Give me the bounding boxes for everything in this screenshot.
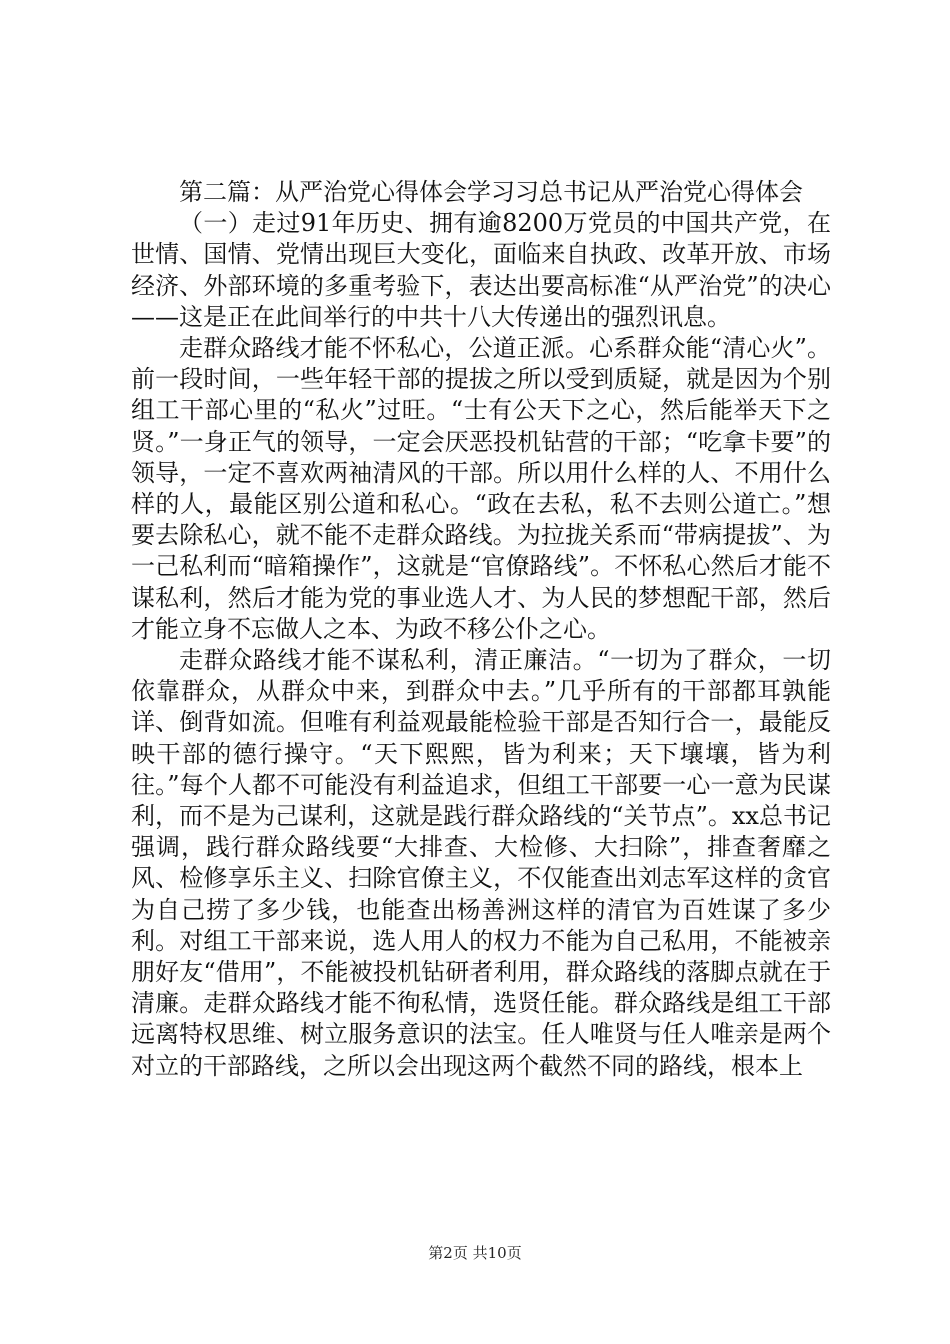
- page-footer: 第2页 共10页: [428, 1244, 522, 1262]
- document-title: 第二篇：从严治党心得体会学习习总书记从严治党心得体会: [179, 178, 803, 206]
- document-body: [131, 177, 831, 1082]
- paragraph-2: 走群众路线才能不怀私心，公道正派。心系群众能“清心火”。前一段时间，一些年轻干部的提拔之所以受到质疑，就是因为个别组工干部心里的“私火”过旺。“士有公天下之心，然后能举天下之贤。”一身正气的领导，一定会厌恶投机钻营的干部；“吃拿卡要”的领导，一定不喜欢两袖清风的干部。所以用什么样的人、不用什么样的人，最能区别公道和私心。“政在去私，私不去则公道亡。”想要去除私心，就不能不走群众路线。为拉拢关系而“带病提拔”、为一己私利而“暗箱操作”，这就是“官僚路线”。不怀私心然后才能不谋私利，然后才能为党的事业选人才、为人民的梦想配干部，然后才能立身不忘做人之本、为政不移公仆之心。: [131, 334, 831, 643]
- paragraph-1: （一）走过91年历史、拥有逾8200万党员的中国共产党，在世情、国情、党情出现巨大变化，面临来自执政、改革开放、市场经济、外部环境的多重考验下，表达出要高标准“从严治党”的决心——这是正在此间举行的中共十八大传递出的强烈讯息。: [131, 209, 831, 331]
- paragraph-3: 走群众路线才能不谋私利，清正廉洁。“一切为了群众，一切依靠群众，从群众中来，到群众中去。”几乎所有的干部都耳孰能详、倒背如流。但唯有利益观最能检验干部是否知行合一，最能反映干部的德行操守。“天下熙熙，皆为利来；天下壤壤，皆为利往。”每个人都不可能没有利益追求，但组工干部要一心一意为民谋利，而不是为己谋利，这就是践行群众路线的“关节点”。xx总书记强调，践行群众路线要“大排查、大检修、大扫除”，排查奢靡之风、检修享乐主义、扫除官僚主义，不仅能查出刘志军这样的贪官为自己捞了多少钱，也能查出杨善洲这样的清官为百姓谋了多少利。对组工干部来说，选人用人的权力不能为自己私用，不能被亲朋好友“借用”，不能被投机钻研者利用，群众路线的落脚点就在于清廉。走群众路线才能不徇私情，选贤任能。群众路线是组工干部远离特权思维、树立服务意识的法宝。任人唯贤与任人唯亲是两个对立的干部路线，之所以会出现这两个截然不同的路线，根本上: [131, 646, 831, 1080]
